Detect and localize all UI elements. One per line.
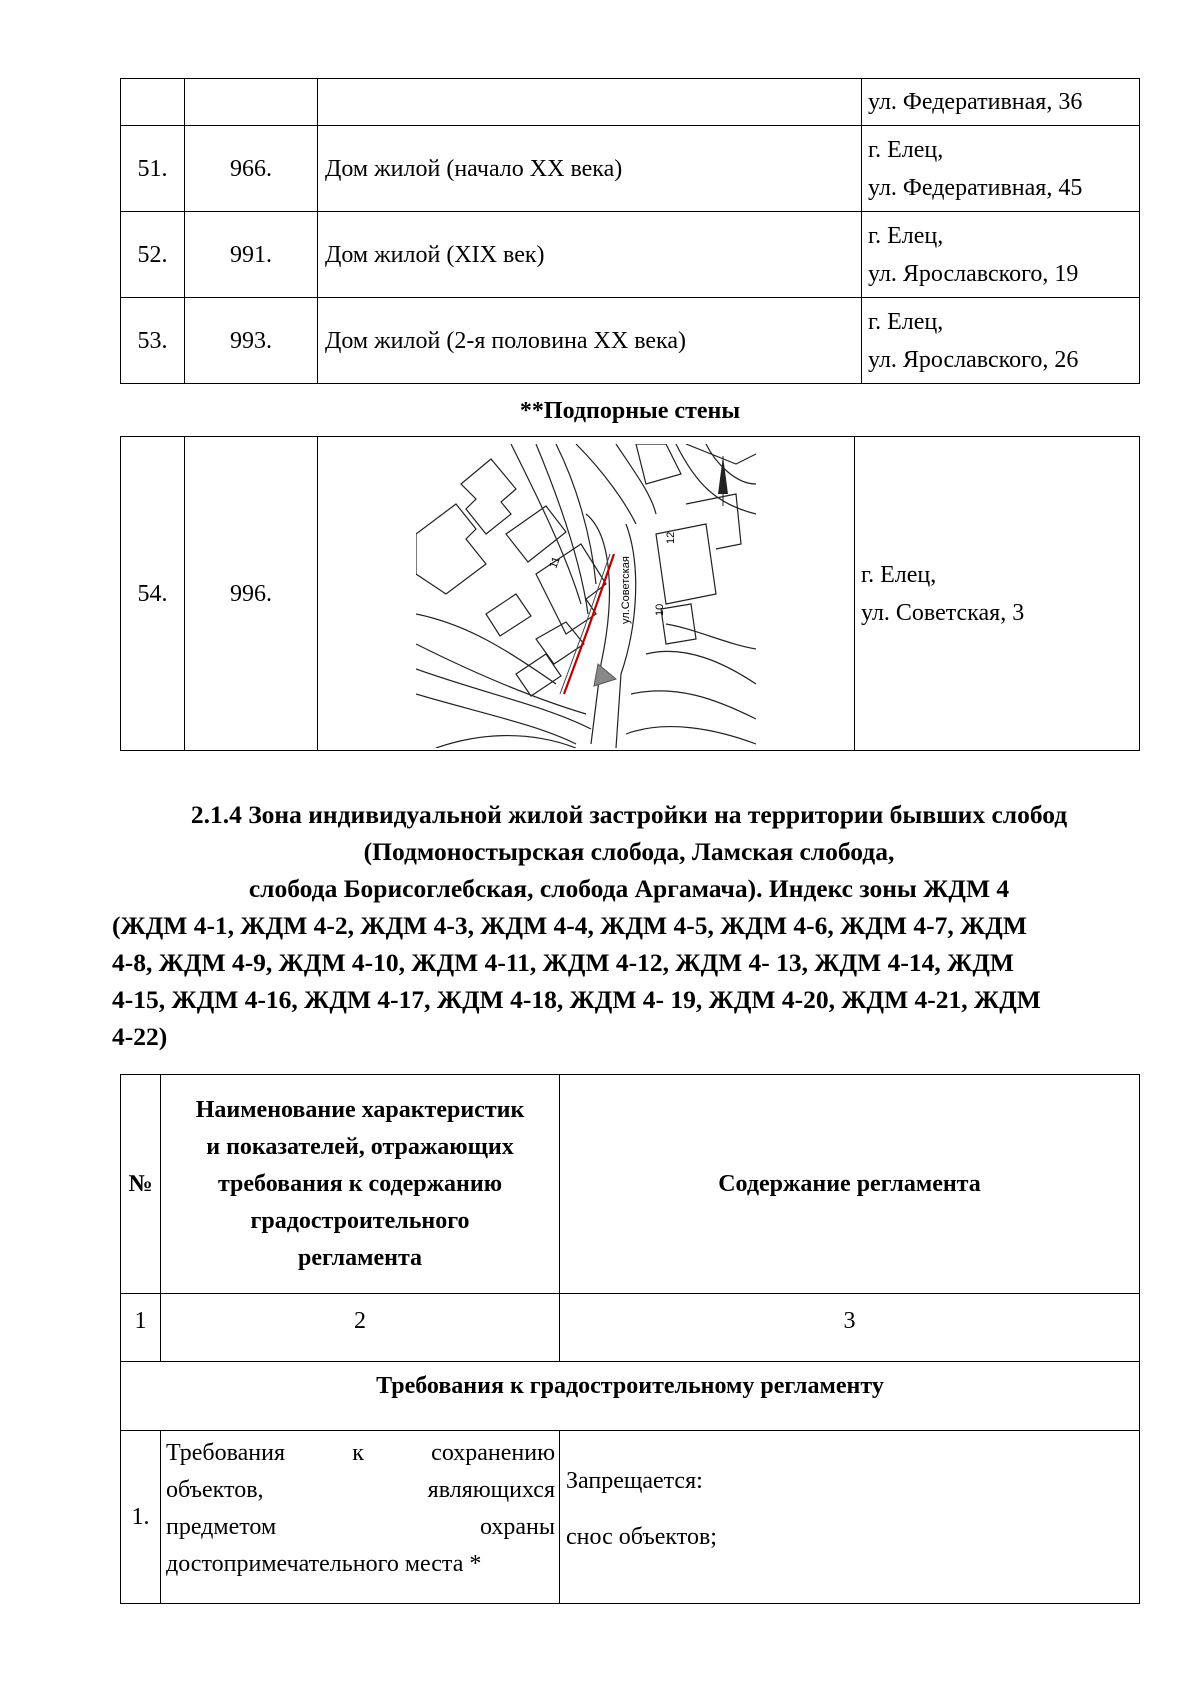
col-number-cell: 3	[560, 1294, 1140, 1362]
row-reg-num: 993.	[185, 298, 318, 384]
heading-line: слобода Борисоглебская, слобода Аргамача). Индекс зоны ЖДМ 4	[248, 874, 1010, 903]
table-row	[121, 1431, 1140, 1604]
heading-line: (Подмоностырская слобода, Ламская слобода,	[363, 837, 895, 866]
row-address	[862, 298, 1140, 384]
contour-line	[631, 690, 756, 718]
contour-line	[556, 444, 596, 584]
row-content	[560, 1431, 1140, 1604]
row-name	[161, 1431, 560, 1604]
header-row	[121, 1075, 1140, 1294]
row-num: 51.	[121, 126, 185, 212]
building-outline	[461, 459, 516, 534]
table-row	[121, 79, 1140, 126]
name-line: объектов, являющихся	[166, 1477, 555, 1503]
building-outline	[686, 494, 741, 549]
section-row	[121, 1362, 1140, 1431]
row-reg-num	[185, 79, 318, 126]
address-city: г. Елец,	[868, 136, 944, 163]
row-name	[318, 79, 862, 126]
contour-line	[416, 614, 556, 684]
street-edge	[576, 444, 636, 524]
row-reg-num: 996.	[185, 437, 318, 751]
site-plan-map	[416, 444, 756, 748]
building-outline	[506, 506, 566, 562]
content-line: снос объектов;	[566, 1524, 717, 1550]
house-number-label: 11	[547, 554, 563, 570]
contour-line	[686, 444, 756, 464]
address-street: ул. Федеративная, 45	[868, 174, 1083, 201]
col-number-cell: 2	[161, 1294, 560, 1362]
row-address	[862, 212, 1140, 298]
row-address	[862, 79, 1140, 126]
row-address	[862, 126, 1140, 212]
street-label: ул.Советская	[620, 555, 632, 624]
street-edge	[586, 514, 609, 744]
contour-line	[416, 694, 576, 744]
retaining-walls-table	[120, 436, 1140, 751]
street-edge	[616, 444, 656, 514]
header-line: Наименование характеристик	[195, 1096, 525, 1123]
table-row	[121, 212, 1140, 298]
row-num: 54.	[121, 437, 185, 751]
contour-line	[626, 726, 756, 743]
row-num: 52.	[121, 212, 185, 298]
contour-line	[416, 644, 586, 714]
section-title: Требования к градостроительному регламенту	[121, 1362, 1140, 1431]
house-number-label: 12	[665, 531, 677, 544]
address-city: г. Елец,	[868, 222, 944, 249]
building-outline	[536, 544, 606, 634]
heading-line: 4-22)	[112, 1022, 168, 1051]
header-line: регламента	[297, 1244, 423, 1271]
row-address	[855, 437, 1140, 751]
header-line: требования к содержанию	[217, 1170, 503, 1197]
heading-line: 4-8, ЖДМ 4-9, ЖДМ 4-10, ЖДМ 4-11, ЖДМ 4-12, ЖДМ 4- 13, ЖДМ 4-14, ЖДМ	[112, 948, 1014, 977]
section-subtitle: **Подпорные стены	[519, 398, 741, 424]
building-outline	[416, 504, 486, 594]
row-num: 1.	[121, 1431, 161, 1604]
row-reg-num: 991.	[185, 212, 318, 298]
heading-line: 2.1.4 Зона индивидуальной жилой застройки на территории бывших слобод	[190, 800, 1068, 829]
house-number-label: 10	[654, 603, 666, 616]
col-number-cell: 1	[121, 1294, 161, 1362]
name-line: достопримечательного места *	[166, 1551, 482, 1577]
address-line: ул. Федеративная, 36	[868, 89, 1083, 115]
row-name: Дом жилой (начало XX века)	[318, 126, 862, 212]
table-row	[121, 437, 1140, 751]
address-city: г. Елец,	[861, 561, 937, 588]
location-arrow-icon	[594, 664, 616, 686]
heading-line: (ЖДМ 4-1, ЖДМ 4-2, ЖДМ 4-3, ЖДМ 4-4, ЖДМ 4-5, ЖДМ 4-6, ЖДМ 4-7, ЖДМ	[112, 911, 1027, 940]
contour-line	[436, 735, 576, 747]
building-outline	[486, 594, 531, 636]
building-outline	[636, 444, 681, 484]
contour-line	[666, 624, 756, 649]
heading-line: 4-15, ЖДМ 4-16, ЖДМ 4-17, ЖДМ 4-18, ЖДМ 4- 19, ЖДМ 4-20, ЖДМ 4-21, ЖДМ	[112, 985, 1041, 1014]
table-row	[121, 126, 1140, 212]
objects-table	[120, 78, 1140, 384]
address-city: г. Елец,	[868, 308, 944, 335]
row-num: 53.	[121, 298, 185, 384]
row-reg-num: 966.	[185, 126, 318, 212]
address-street: ул. Ярославского, 26	[868, 346, 1079, 373]
zone-heading	[112, 796, 1146, 1055]
row-name: Дом жилой (2-я половина XX века)	[318, 298, 862, 384]
name-line: предметом охраны	[166, 1514, 555, 1540]
header-line: и показателей, отражающих	[206, 1133, 514, 1160]
map-cell	[318, 437, 855, 751]
content-line: Запрещается:	[566, 1468, 703, 1494]
header-col-name	[161, 1075, 560, 1294]
map-lines	[416, 444, 756, 748]
row-name: Дом жилой (XIX век)	[318, 212, 862, 298]
contour-line	[646, 651, 756, 684]
name-line: Требования к сохранению	[166, 1440, 555, 1466]
contour-line	[706, 444, 756, 484]
table-row	[121, 298, 1140, 384]
contour-line	[416, 669, 591, 729]
regulation-table	[120, 1074, 1140, 1604]
building-outline	[516, 654, 561, 696]
header-col-number: №	[121, 1075, 161, 1294]
address-street: ул. Советская, 3	[861, 599, 1025, 626]
address-street: ул. Ярославского, 19	[868, 260, 1079, 287]
header-col-content: Содержание регламента	[560, 1075, 1140, 1294]
row-num	[121, 79, 185, 126]
header-line: градостроительного	[250, 1207, 470, 1234]
numbers-row	[121, 1294, 1140, 1362]
